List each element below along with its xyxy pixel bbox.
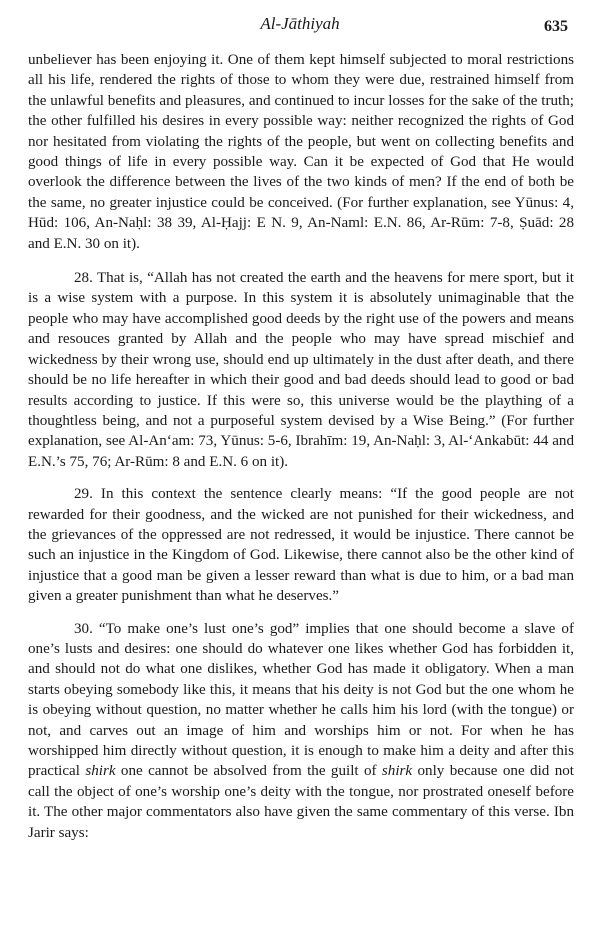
note-30-emphasis-shirk-1: shirk	[85, 763, 116, 780]
note-30-text-part3: only because one did not call the object of one’s worship one’s deity with the tongue, nor prostrated oneself before it. The other major commentators also have given the same commentary of this verse. Ibn Jarir says:	[28, 763, 574, 841]
note-30-text-part2: one cannot be absolved from the guilt of	[115, 763, 382, 780]
note-30-text-part1: 30. “To make one’s lust one’s god” implies that one should become a slave of one’s lusts and desires: one should do whatever one likes whether God has forbidden it, and should not do what one dislikes, whether God has made it obligatory. When a man starts obeying somebody like this, it means that his deity is not God but the one whom he is obeying without question, no matter whether he calls him his lord (with the tongue) or not, and carves out an image of him and worships him or not. For when he has worshipped him directly without question, it is enough to make him a deity and after this practical	[28, 620, 574, 780]
page-header	[0, 12, 600, 42]
running-title: Al-Jāthiyah	[260, 14, 340, 33]
body-text	[28, 50, 574, 855]
page-number: 635	[544, 18, 568, 35]
paragraph-note-29: 29. In this context the sentence clearly means: “If the good people are not rewarded for their goodness, and the wicked are not punished for their wickedness, and the grievances of the oppressed are not redressed, it would be injustice. There cannot be such an injustice in the Kingdom of God. Likewise, there cannot also be the other kind of injustice that a good man be given a lesser reward than what is due to him, or a bad man given a greater punishment than what he deserves.”	[28, 486, 574, 605]
paragraph-note-30	[28, 619, 574, 843]
note-30-emphasis-shirk-2: shirk	[381, 763, 413, 780]
paragraph-continuation: unbeliever has been enjoying it. One of them kept himself subjected to moral restrictions all his life, rendered the rights of those to whom they were due, restrained himself from the unlawful benefits and pleasures, and continued to incur losses for the sake of the truth; the other fulfilled his desires in every possible way: neither recognized the rights of God nor hesitated from violating the rights of the people, but went on collecting benefits and good things of life in every possible way. Can it be expected of God that He would overlook the difference between the lives of the two kinds of men? If the end of both be the same, no greater injustice could be conceived. (For further explanation, see Yūnus: 4, Hūd: 106, An-Naḥl: 38 39, Al-Ḥajj: E N. 9, An-Naml: E.N. 86, Ar-Rūm: 7-8, Ṣuād: 28 and E.N. 30 on it).	[28, 52, 574, 252]
paragraph-note-28: 28. That is, “Allah has not created the earth and the heavens for mere sport, but it is a wise system with a purpose. In this system it is absolutely unimaginable that the people who may have accomplished good deeds by the right use of the powers and means and resouces granted by Allah and the people who may have spread mischief and wickedness by their wrong use, should end up ultimately in the dust after death, and there should be no life hereafter in which their good and bad deeds should lead to good or bad results according to justice. If this were so, this universe would be the plaything of a thoughtless being, and not a purposeful system devised by a Wise Being.” (For further explanation, see Al-An‘am: 73, Yūnus: 5-6, Ibrahīm: 19, An-Naḥl: 3, Al-‘Ankabūt: 44 and E.N.’s 75, 76; Ar-Rūm: 8 and E.N. 6 on it).	[28, 270, 574, 470]
